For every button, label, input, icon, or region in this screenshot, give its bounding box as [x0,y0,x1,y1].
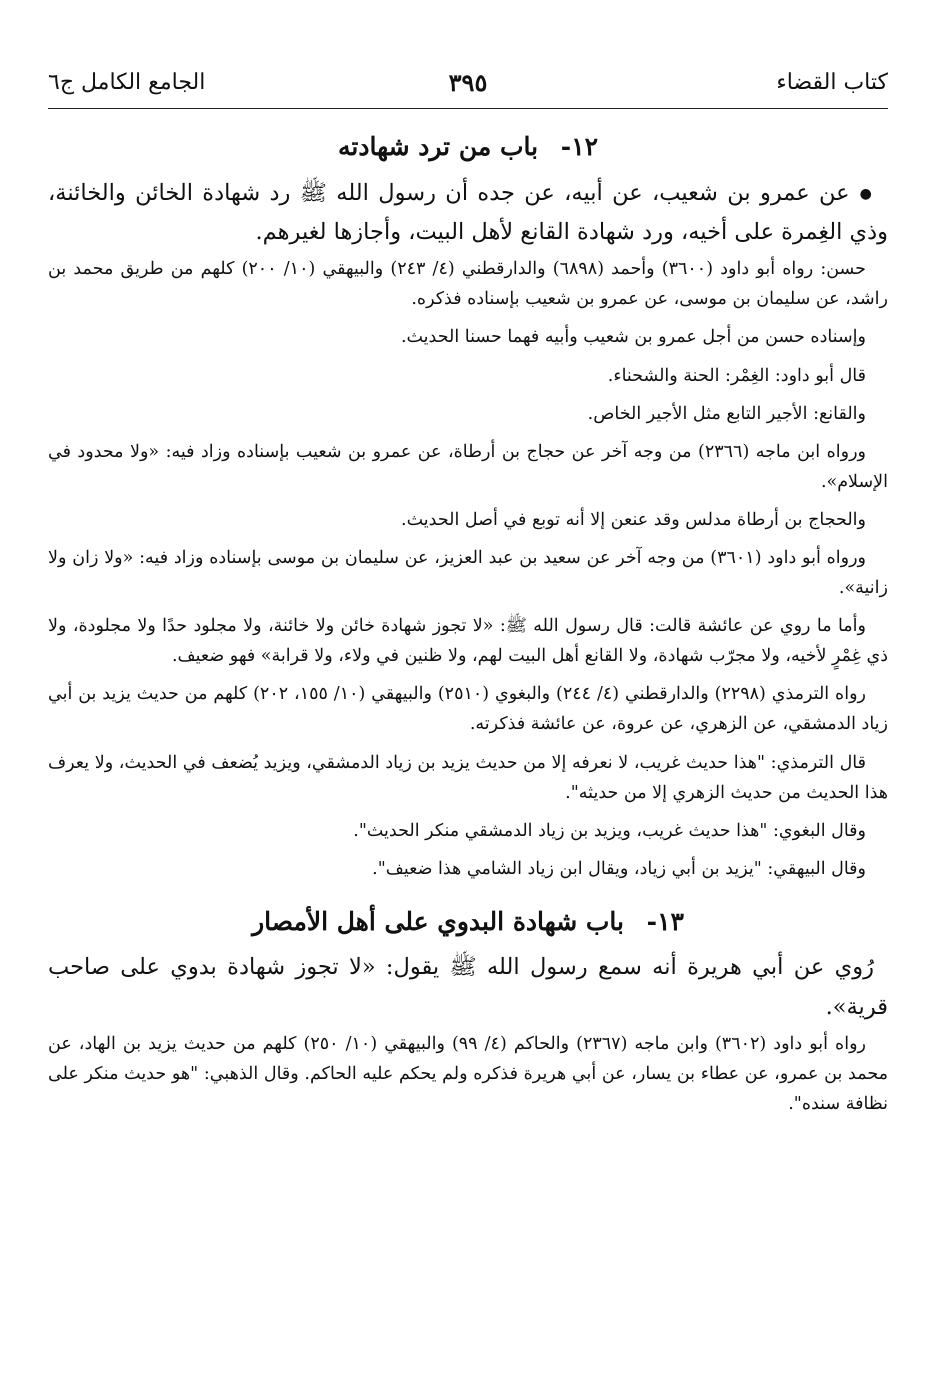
note-paragraph: والحجاج بن أرطاة مدلس وقد عنعن إلا أنه توبع في أصل الحديث. [401,509,866,530]
chapter-title: باب شهادة البدوي على أهل الأمصار [252,906,624,936]
hadith-text: ● عن عمرو بن شعيب، عن أبيه، عن جده أن رسول الله ﷺ رد شهادة الخائن والخائنة، وذي الغِمرة على أخيه، ورد شهادة القانع لأهل البيت، وأجازها لغيرهم. [48,174,888,253]
chapter-title: باب من ترد شهادته [337,132,539,161]
page-number: ٣٩٥ [448,68,488,97]
chapter-heading [48,131,888,164]
book-section-title: كتاب القضاء [776,70,888,95]
note-paragraph: وقال البيهقي: "يزيد بن أبي زياد، ويقال ابن زياد الشامي هذا ضعيف". [372,858,866,879]
note-paragraph: قال الترمذي: "هذا حديث غريب، لا نعرفه إلا من حديث يزيد بن زياد الدمشقي، ويزيد يُضعف في الحديث، ولا يعرف هذا الحديث من حديث الزهري إلا من حديثه". [48,752,888,803]
note-paragraph: حسن: رواه أبو داود (٣٦٠٠) وأحمد (٦٨٩٨) والدارقطني (٤/ ٢٤٣) والبيهقي (١٠/ ٢٠٠) كلهم من طريق محمد بن راشد، عن سليمان بن موسى، عن عمرو بن شعيب بإسناده فذكره. [48,259,888,310]
note-paragraph: وأما ما روي عن عائشة قالت: قال رسول الله ﷺ: «لا تجوز شهادة خائن ولا خائنة، ولا مجلود حدًا ولا مجلودة، ولا ذي غِمْرٍ لأخيه، ولا مجرّب شهادة، ولا القانع أهل البيت لهم، ولا ظنين في ولاء، ولا قرابة» فهو ضعيف. [48,616,888,667]
note-paragraph: وقال البغوي: "هذا حديث غريب، ويزيد بن زياد الدمشقي منكر الحديث". [353,820,866,841]
note-paragraph: رواه أبو داود (٣٦٠٢) وابن ماجه (٢٣٦٧) والحاكم (٤/ ٩٩) والبيهقي (١٠/ ٢٥٠) كلهم من حديث يزيد بن الهاد، عن محمد بن عمرو، عن عطاء بن يسار، عن أبي هريرة فذكره ولم يحكم عليه الحاكم. وقال الذهبي: "هو حديث منكر على نظافة سنده". [48,1034,888,1115]
section-12 [48,131,888,884]
running-header [48,58,888,109]
note-paragraph: رواه الترمذي (٢٢٩٨) والدارقطني (٤/ ٢٤٤) والبغوي (٢٥١٠) والبيهقي (١٠/ ١٥٥، ٢٠٢) كلهم من حديث يزيد بن أبي زياد الدمشقي، عن الزهري، عن عروة، عن عائشة فذكرته. [48,684,888,735]
chapter-heading [48,906,888,939]
section-13 [48,906,888,1120]
chapter-number: ١٣- [646,906,684,936]
note-paragraph: والقانع: الأجير التابع مثل الأجير الخاص. [587,403,866,424]
note-paragraph: ورواه ابن ماجه (٢٣٦٦) من وجه آخر عن حجاج بن أرطاة، عن عمرو بن شعيب بإسناده وزاد فيه: «ولا محدود في الإسلام». [48,441,888,492]
note-paragraph: ورواه أبو داود (٣٦٠١) من وجه آخر عن سعيد بن عبد العزيز، عن سليمان بن موسى بإسناده وزاد فيه: «ولا زان ولا زانية». [48,548,888,599]
hadith-text: رُوي عن أبي هريرة أنه سمع رسول الله ﷺ يقول: «لا تجوز شهادة بدوي على صاحب قرية». [48,954,888,1020]
chapter-number: ١٢- [560,132,599,161]
note-paragraph: وإسناده حسن من أجل عمرو بن شعيب وأبيه فهما حسنا الحديث. [400,327,866,348]
note-paragraph: قال أبو داود: الغِمْر: الحنة والشحناء. [607,365,866,386]
book-title: الجامع الكامل ج٦ [48,70,206,95]
